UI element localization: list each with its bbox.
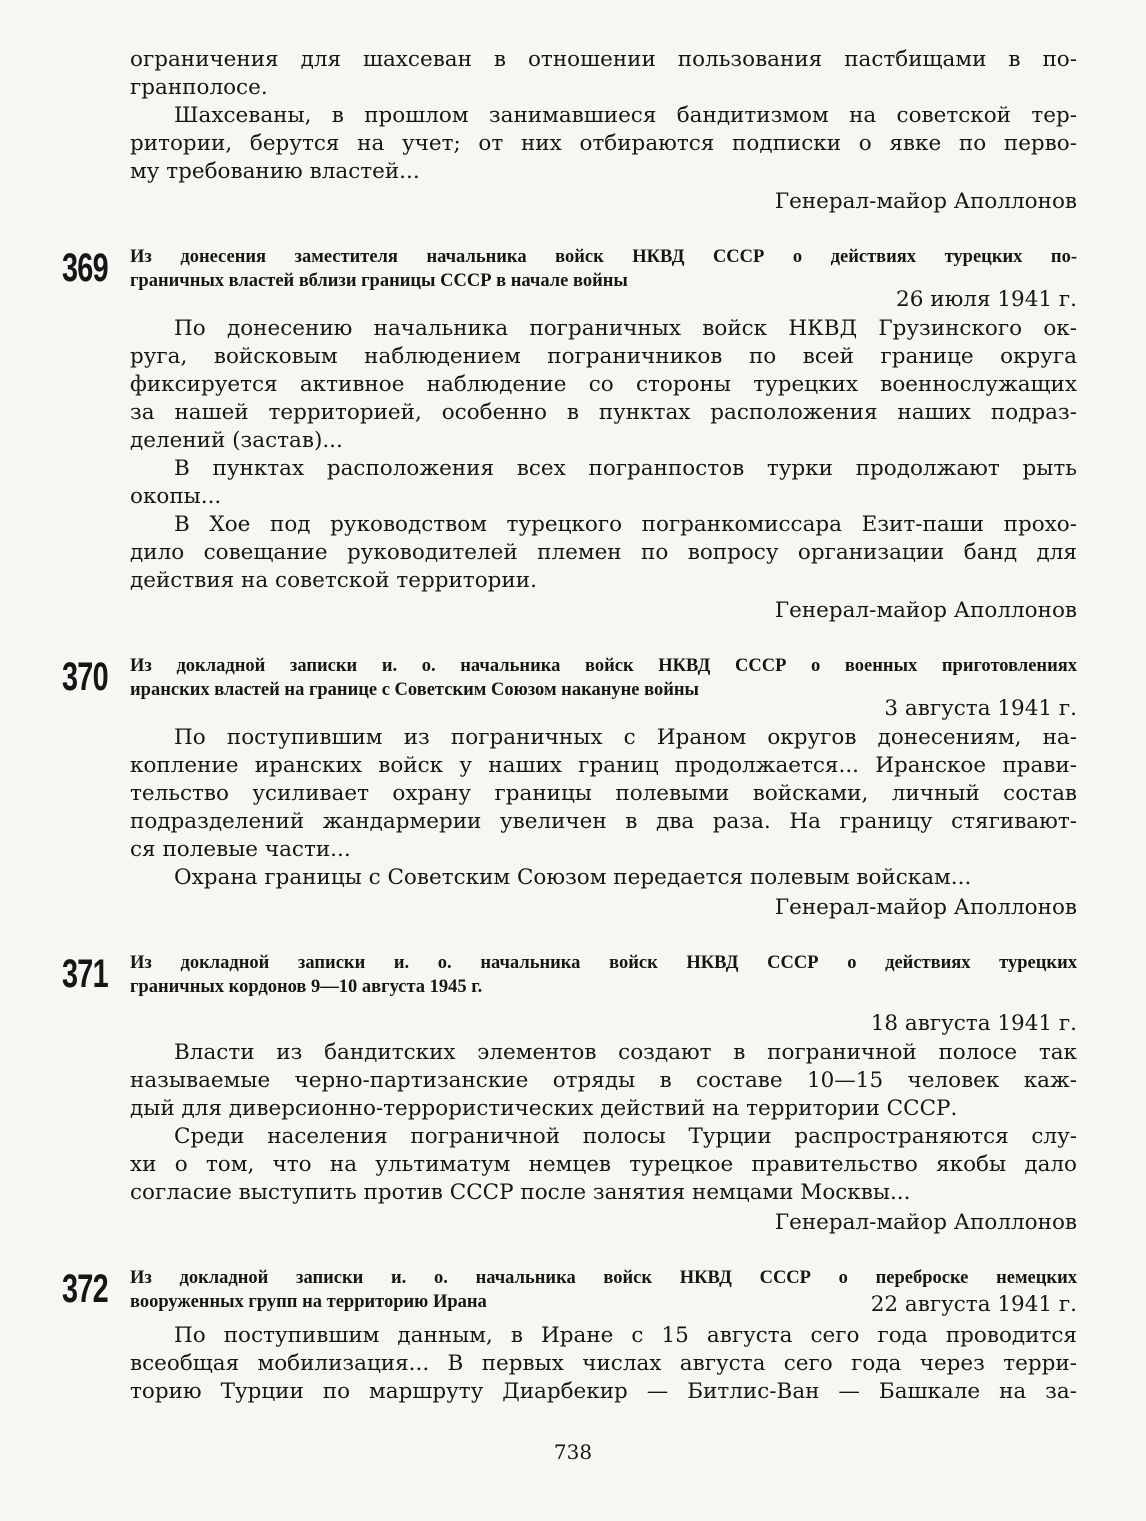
text-line: дый для диверсионно-террористических действий на территории СССР. (130, 1096, 958, 1121)
text-line: фиксируется активное наблюдение со стороны турецких военнослужащих (130, 372, 1077, 397)
title-line: Из докладной записки и. о. начальника войск НКВД СССР о действиях турецких (130, 953, 1077, 973)
title-line: граничных властей вблизи границы СССР в начале войны (130, 271, 628, 291)
text-line: Власти из бандитских элементов создают в пограничной полосе так (174, 1040, 1077, 1065)
paragraph (130, 511, 1077, 595)
text-line: всеобщая мобилизация... В первых числах августа сего года через терри- (130, 1351, 1077, 1376)
text-line: торию Турции по маршруту Диарбекир — Битлис-Ван — Башкале на за- (130, 1379, 1077, 1404)
page-number: 738 (553, 1440, 593, 1464)
text-line: действия на советской территории. (130, 568, 537, 593)
text-line: делений (застав)... (130, 428, 343, 453)
title-line: Из докладной записки и. о. начальника войск НКВД СССР о переброске немецких (130, 1268, 1077, 1288)
signature: Генерал-майор Аполлонов (774, 189, 1077, 214)
text-line: называемые черно-партизанские отряды в составе 10—15 человек каж- (130, 1068, 1077, 1093)
text-line: окопы... (130, 484, 222, 509)
document-title (130, 654, 1077, 702)
document-number: 370 (62, 655, 108, 699)
document-date: 18 августа 1941 г. (870, 1011, 1077, 1036)
document-date: 22 августа 1941 г. (870, 1292, 1077, 1317)
document-date: 26 июля 1941 г. (896, 287, 1077, 312)
text-line: В пунктах расположения всех погранпостов турки продолжают рыть (174, 456, 1077, 481)
text-line: По поступившим из пограничных с Ираном округов донесениям, на- (174, 725, 1077, 750)
document-heading (62, 654, 1077, 724)
text-line: ритории, берутся на учет; от них отбираются подписки о явке по перво- (130, 131, 1077, 156)
document-page (62, 46, 1077, 1406)
document-heading (62, 1266, 1077, 1317)
paragraph (130, 455, 1077, 511)
document-heading (62, 951, 1077, 1039)
document-number: 369 (62, 246, 108, 290)
document-title (130, 245, 1077, 293)
paragraph (130, 1123, 1077, 1207)
text-line: копление иранских войск у наших границ продолжается... Иранское прави- (130, 753, 1077, 778)
signature: Генерал-майор Аполлонов (774, 1210, 1077, 1235)
title-line: вооруженных групп на территорию Ирана (130, 1292, 487, 1312)
text-line: По поступившим данным, в Иране с 15 августа сего года проводится (174, 1323, 1077, 1348)
paragraph (130, 864, 1077, 892)
paragraph (130, 315, 1077, 455)
text-line: тельство усиливает охрану границы полевыми войсками, личный состав (130, 781, 1077, 806)
paragraph (130, 1322, 1077, 1406)
text-line: му требованию властей... (130, 159, 420, 184)
text-line: согласие выступить против СССР после занятия немцами Москвы... (130, 1180, 911, 1205)
text-line: Шахсеваны, в прошлом занимавшиеся бандитизмом на советской тер- (174, 103, 1077, 128)
text-line: ограничения для шахсеван в отношении пользования пастбищами в по- (130, 47, 1077, 72)
title-line: Из докладной записки и. о. начальника войск НКВД СССР о военных приготовлениях (130, 656, 1077, 676)
title-line: иранских властей на границе с Советским Союзом накануне войны (130, 680, 699, 700)
document-date: 3 августа 1941 г. (884, 696, 1077, 721)
paragraph (130, 724, 1077, 864)
title-line: Из донесения заместителя начальника войск НКВД СССР о действиях турецких по- (130, 247, 1077, 267)
text-line: за нашей территорией, особенно в пунктах расположения наших подраз- (130, 400, 1077, 425)
text-line: Охрана границы с Советским Союзом передается полевым войскам... (174, 865, 972, 890)
text-line: По донесению начальника пограничных войск НКВД Грузинского ок- (174, 316, 1077, 341)
document-number: 371 (62, 952, 108, 996)
paragraph (130, 1039, 1077, 1123)
title-line: граничных кордонов 9—10 августа 1945 г. (130, 977, 483, 997)
signature: Генерал-майор Аполлонов (774, 895, 1077, 920)
text-line: В Хое под руководством турецкого погранкомиссара Езит-паши прохо- (174, 512, 1077, 537)
text-line: Среди населения пограничной полосы Турции распространяются слу- (174, 1124, 1077, 1149)
document-heading (62, 245, 1077, 315)
text-line: подразделений жандармерии увеличен в два раза. На границу стягивают- (130, 809, 1077, 834)
text-line: гранполосе. (130, 75, 268, 100)
text-line: руга, войсковым наблюдением пограничников по всей границе округа (130, 344, 1077, 369)
paragraph (130, 102, 1077, 186)
text-line: хи о том, что на ультиматум немцев турецкое правительство якобы дало (130, 1152, 1077, 1177)
document-title (130, 1266, 1077, 1317)
text-line: ся полевые части... (130, 837, 351, 862)
text-line: дило совещание руководителей племен по вопросу организации банд для (130, 540, 1077, 565)
document-title (130, 951, 1077, 999)
paragraph (130, 46, 1077, 102)
signature: Генерал-майор Аполлонов (774, 598, 1077, 623)
document-number: 372 (62, 1267, 108, 1311)
